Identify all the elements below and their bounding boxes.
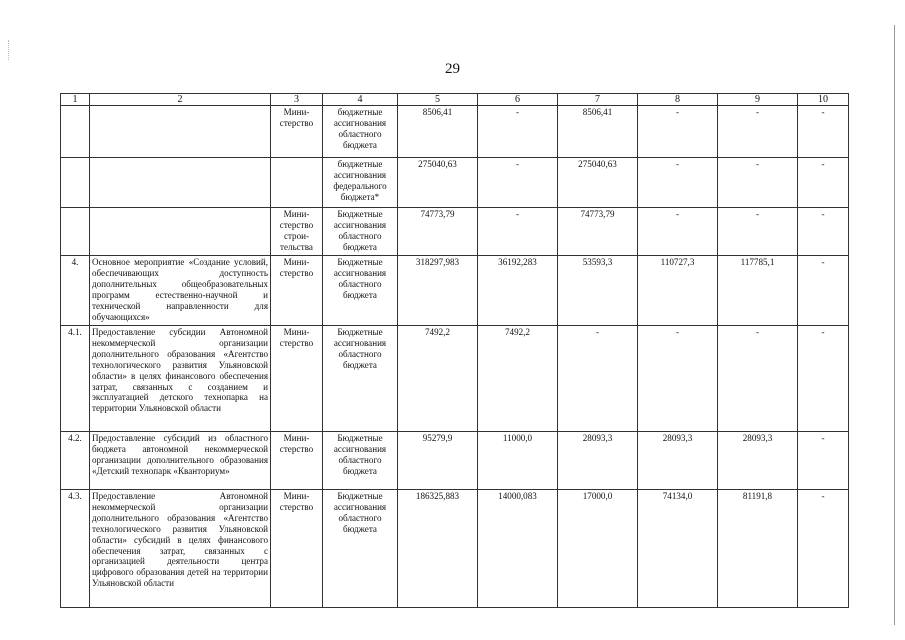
row-col5: 186325,883 <box>398 490 478 608</box>
row-col6: - <box>478 208 558 256</box>
row-number <box>61 158 90 208</box>
scan-edge-line <box>894 25 895 625</box>
row-col9: - <box>718 326 798 432</box>
row-col8: - <box>638 326 718 432</box>
row-executor: Мини- стерство <box>271 256 323 326</box>
row-col7: 8506,41 <box>558 106 638 158</box>
row-col8: 110727,3 <box>638 256 718 326</box>
budget-table <box>60 93 849 608</box>
row-col9: - <box>718 208 798 256</box>
row-executor: Мини- стерство строи- тельства <box>271 208 323 256</box>
row-col7: 74773,79 <box>558 208 638 256</box>
table-row <box>61 106 849 158</box>
row-col9: - <box>718 106 798 158</box>
row-col9: 117785,1 <box>718 256 798 326</box>
row-description: Основное мероприятие «Создание условий, обеспечивающих доступность дополнительных общеобразовательных программ естественно-научной и технической направленности для обучающихся» <box>90 256 271 326</box>
table-row <box>61 432 849 490</box>
header-cell-1: 1 <box>61 94 90 106</box>
row-col8: - <box>638 106 718 158</box>
row-col7: 17000,0 <box>558 490 638 608</box>
page-number: 29 <box>445 61 460 77</box>
row-funding-source: бюджетные ассигнования областного бюджета <box>323 106 398 158</box>
row-funding-source: бюджетные ассигнования федерального бюджета* <box>323 158 398 208</box>
row-col8: 74134,0 <box>638 490 718 608</box>
header-row <box>61 94 849 106</box>
row-col10: - <box>798 432 849 490</box>
header-cell-10: 10 <box>798 94 849 106</box>
row-col8: - <box>638 208 718 256</box>
row-col6: - <box>478 158 558 208</box>
table-row <box>61 208 849 256</box>
row-col5: 8506,41 <box>398 106 478 158</box>
row-description: Предоставление Автономной некоммерческой организации дополнительного образования «Агентство технологического развития Ульяновской области» субсидий в целях финансового обеспечения затрат, связанных с организацией деятельности центра цифрового образования детей на территории Ульяновской области <box>90 490 271 608</box>
row-col5: 318297,983 <box>398 256 478 326</box>
row-description <box>90 208 271 256</box>
row-funding-source: Бюджетные ассигнования областного бюджета <box>323 326 398 432</box>
header-cell-9: 9 <box>718 94 798 106</box>
row-number: 4.3. <box>61 490 90 608</box>
row-executor: Мини- стерство <box>271 432 323 490</box>
row-funding-source: Бюджетные ассигнования областного бюджета <box>323 208 398 256</box>
row-col7: - <box>558 326 638 432</box>
row-col7: 275040,63 <box>558 158 638 208</box>
row-description: Предоставление субсидий из областного бюджета автономной некоммерческой организации дополнительного образования «Детский технопарк «Кванториум» <box>90 432 271 490</box>
row-col7: 53593,3 <box>558 256 638 326</box>
row-col9: - <box>718 158 798 208</box>
header-cell-5: 5 <box>398 94 478 106</box>
row-number: 4. <box>61 256 90 326</box>
header-cell-4: 4 <box>323 94 398 106</box>
row-description <box>90 158 271 208</box>
scan-margin-mark <box>8 40 10 60</box>
row-number: 4.2. <box>61 432 90 490</box>
row-funding-source: Бюджетные ассигнования областного бюджета <box>323 256 398 326</box>
table-row <box>61 158 849 208</box>
row-col6: 7492,2 <box>478 326 558 432</box>
row-col10: - <box>798 106 849 158</box>
row-col9: 28093,3 <box>718 432 798 490</box>
table-row <box>61 326 849 432</box>
table-row <box>61 256 849 326</box>
row-description <box>90 106 271 158</box>
row-col10: - <box>798 208 849 256</box>
row-funding-source: Бюджетные ассигнования областного бюджета <box>323 490 398 608</box>
row-executor: Мини- стерство <box>271 326 323 432</box>
row-col5: 7492,2 <box>398 326 478 432</box>
row-number <box>61 208 90 256</box>
header-cell-8: 8 <box>638 94 718 106</box>
row-number: 4.1. <box>61 326 90 432</box>
row-col9: 81191,8 <box>718 490 798 608</box>
row-col5: 275040,63 <box>398 158 478 208</box>
row-col10: - <box>798 158 849 208</box>
header-cell-2: 2 <box>90 94 271 106</box>
row-executor: Мини- стерство <box>271 490 323 608</box>
table-row <box>61 490 849 608</box>
row-executor: Мини- стерство <box>271 106 323 158</box>
row-col6: 36192,283 <box>478 256 558 326</box>
row-col6: 11000,0 <box>478 432 558 490</box>
row-funding-source: Бюджетные ассигнования областного бюджета <box>323 432 398 490</box>
header-cell-3: 3 <box>271 94 323 106</box>
header-cell-6: 6 <box>478 94 558 106</box>
row-col5: 74773,79 <box>398 208 478 256</box>
row-col10: - <box>798 326 849 432</box>
row-col8: 28093,3 <box>638 432 718 490</box>
row-executor <box>271 158 323 208</box>
row-col6: 14000,083 <box>478 490 558 608</box>
row-col7: 28093,3 <box>558 432 638 490</box>
row-description: Предоставление субсидии Автономной некоммерческой организации дополнительного образования «Агентство технологического развития Ульяновской области» в целях финансового обеспечения затрат, связанных с созданием и эксплуатацией детского технопарка на территории Ульяновской области <box>90 326 271 432</box>
row-number <box>61 106 90 158</box>
row-col8: - <box>638 158 718 208</box>
row-col6: - <box>478 106 558 158</box>
row-col5: 95279,9 <box>398 432 478 490</box>
row-col10: - <box>798 490 849 608</box>
row-col10: - <box>798 256 849 326</box>
header-cell-7: 7 <box>558 94 638 106</box>
